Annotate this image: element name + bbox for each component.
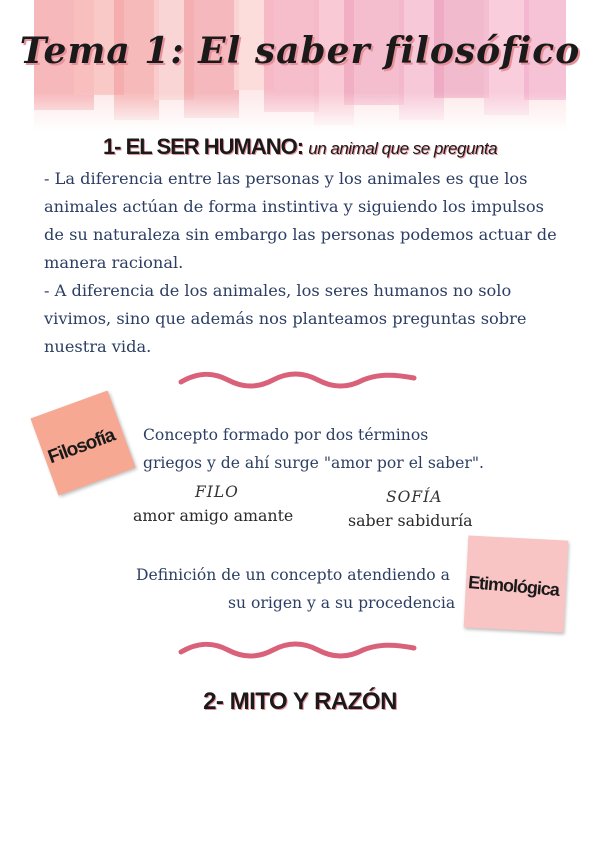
page-title: Tema 1: El saber filosófico: [19, 30, 581, 72]
section-1-subheading: un animal que se pregunta: [308, 139, 498, 158]
paragraph-1: - La diferencia entre las personas y los animales es que los animales actúan de forma instintiva y siguiendo los impulsos de su naturaleza sin embargo las personas podemos actuar de manera racional.: [44, 169, 557, 272]
paragraph-2: - A diferencia de los animales, los seres humanos no solo vivimos, sino que además nos planteamos preguntas sobre nuestra vida.: [44, 281, 527, 356]
etimologica-line-1: Definición de un concepto atendiendo a: [136, 566, 450, 584]
section-2-heading: 2- MITO Y RAZÓN: [203, 688, 397, 715]
section-1-heading: [0, 134, 600, 160]
etimologica-label: Etimológica: [467, 572, 560, 600]
filosofia-label: Filosofía: [45, 424, 118, 469]
filosofia-line-1: Concepto formado por dos términos: [143, 426, 429, 444]
section-1-heading-main: 1- EL SER HUMANO:: [102, 134, 304, 159]
term-filo-meaning: amor amigo amante: [133, 506, 294, 525]
wave-divider-2: [178, 638, 418, 664]
wave-divider-1: [178, 368, 418, 394]
term-sofia-meaning: saber sabiduría: [348, 511, 473, 530]
term-sofia: SOFÍA: [386, 488, 443, 506]
etimologica-line-2: su origen y a su procedencia: [228, 594, 456, 612]
filosofia-line-2: griegos y de ahí surge "amor por el saber".: [143, 454, 484, 472]
term-filo: FILO: [195, 483, 239, 501]
